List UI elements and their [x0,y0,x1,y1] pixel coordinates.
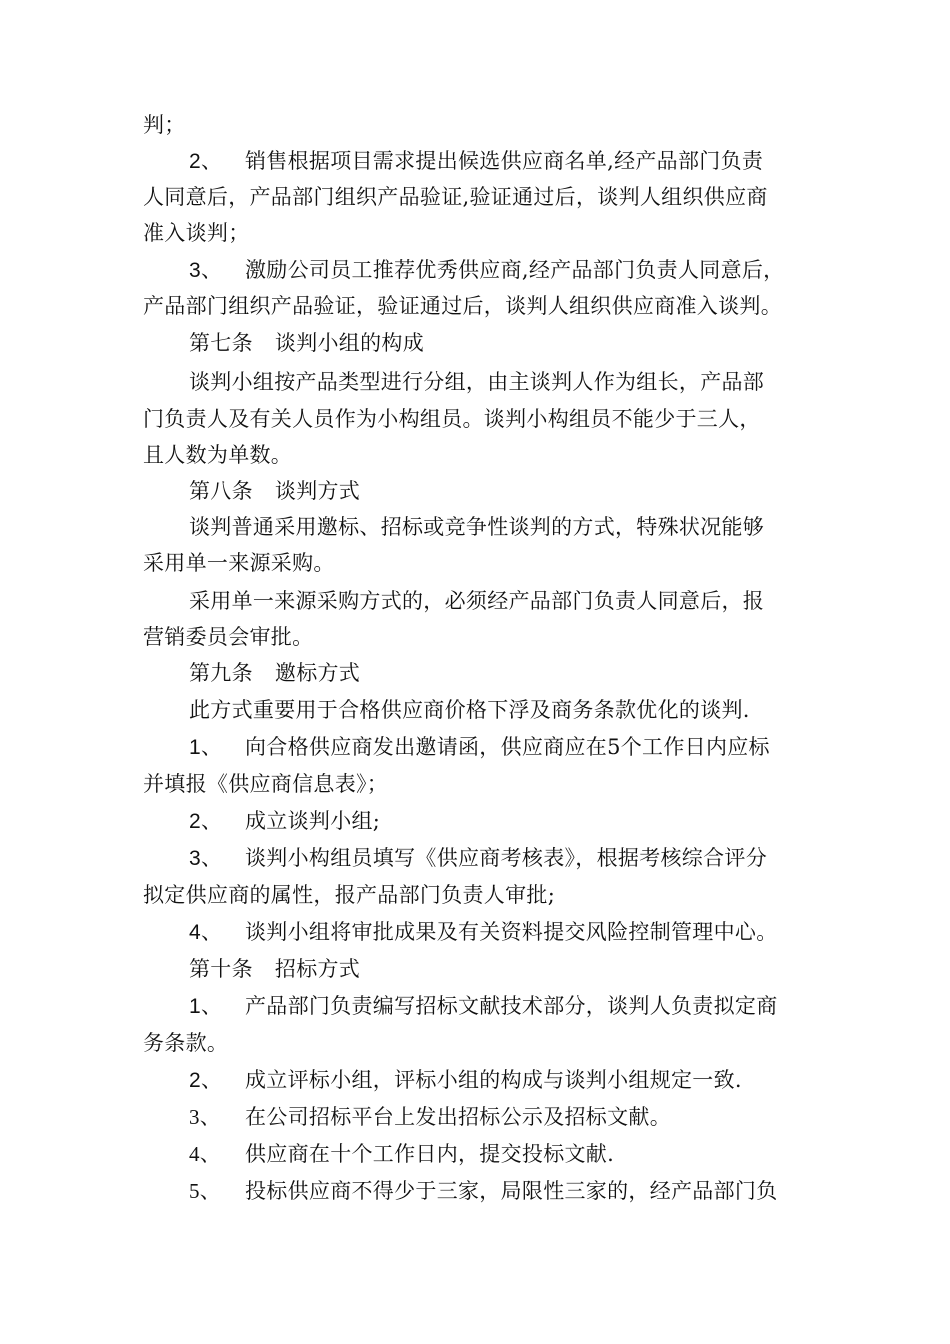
line-text: 投标供应商不得少于三家，局限性三家的，经产品部门负 [245,1179,778,1203]
line-text: 务条款。 [143,1031,229,1055]
text-line [143,218,250,248]
text-line [143,404,761,434]
line-text: 向合格供应商发出邀请函，供应商应在5个工作日内应标 [245,735,770,759]
article-heading [189,328,424,358]
article-heading [189,476,360,506]
line-text: 成立评标小组，评标小组的构成与谈判小组规定一致. [245,1068,742,1092]
line-text: 谈判小组将审批成果及有关资料提交风险控制管理中心。 [245,920,778,944]
line-text: 且人数为单数。 [143,443,293,467]
text-line [143,291,782,321]
list-item [189,917,778,948]
list-item [189,806,380,837]
list-item [189,1102,671,1132]
article-title: 招标方式 [274,957,361,981]
item-number: 4、 [189,921,223,944]
list-item [189,146,763,177]
text-line [143,440,292,470]
item-number: 4、 [189,1142,222,1166]
line-text: 谈判小组按产品类型进行分组，由主谈判人作为组长，产品部 [189,370,765,394]
item-number: 3、 [189,259,223,282]
text-line [143,1028,228,1058]
text-line [189,512,764,542]
article-title: 谈判方式 [274,479,361,503]
line-text: 人同意后，产品部门组织产品验证,验证通过后，谈判人组织供应商 [143,185,768,209]
text-line [143,769,388,799]
line-text: 供应商在十个工作日内，提交投标文献. [245,1142,615,1166]
line-text: 营销委员会审批。 [143,625,314,649]
item-number: 1、 [189,995,223,1018]
text-line [189,695,750,725]
line-text: 采用单一来源采购方式的，必须经产品部门负责人同意后，报 [189,589,765,613]
item-number: 2、 [189,1069,223,1092]
line-text: 并填报《供应商信息表》； [143,772,389,796]
article-number: 第七条 [189,331,253,355]
line-text: 成立谈判小组; [245,809,381,833]
line-text: 判； [143,113,186,137]
article-title: 邀标方式 [274,661,361,685]
line-text: 准入谈判； [143,221,250,245]
text-line [143,880,555,910]
list-item [189,1065,742,1096]
article-heading [189,954,360,984]
list-item [189,1176,778,1206]
line-text: 激励公司员工推荐优秀供应商,经产品部门负责人同意后， [245,258,785,282]
article-title: 谈判小组的构成 [274,331,425,355]
line-text: 拟定供应商的属性，报产品部门负责人审批; [143,883,556,907]
list-item [189,255,784,286]
line-text: 在公司招标平台上发出招标公示及招标文献。 [245,1105,671,1129]
item-number: 5、 [189,1179,222,1203]
list-item [189,732,770,763]
text-line [143,182,768,212]
line-text: 产品部门负责编写招标文献技术部分，谈判人负责拟定商 [245,994,778,1018]
line-text: 采用单一来源采购。 [143,551,335,575]
item-number: 2、 [189,810,223,833]
list-item [189,991,778,1022]
article-number: 第八条 [189,479,253,503]
line-text: 销售根据项目需求提出候选供应商名单,经产品部门负责 [245,149,764,173]
article-number: 第十条 [189,957,253,981]
article-number: 第九条 [189,661,253,685]
item-number: 2、 [189,150,223,173]
line-text: 谈判小构组员填写《供应商考核表》，根据考核综合评分 [245,846,767,870]
item-number: 3、 [189,847,223,870]
item-number: 1、 [189,736,223,759]
line-text: 谈判普通采用邀标、招标或竞争性谈判的方式，特殊状况能够 [189,515,765,539]
text-line [189,367,764,397]
item-number: 3、 [189,1105,222,1129]
article-heading [189,658,360,688]
list-item [189,1139,614,1169]
line-text: 门负责人及有关人员作为小构组员。谈判小构组员不能少于三人， [143,407,761,431]
text-line [143,548,335,578]
list-item [189,843,767,874]
text-line [143,110,186,140]
text-line [143,622,313,652]
line-text: 此方式重要用于合格供应商价格下浮及商务条款优化的谈判. [189,698,750,722]
line-text: 产品部门组织产品验证，验证通过后，谈判人组织供应商准入谈判。 [143,294,782,318]
text-line [189,586,764,616]
